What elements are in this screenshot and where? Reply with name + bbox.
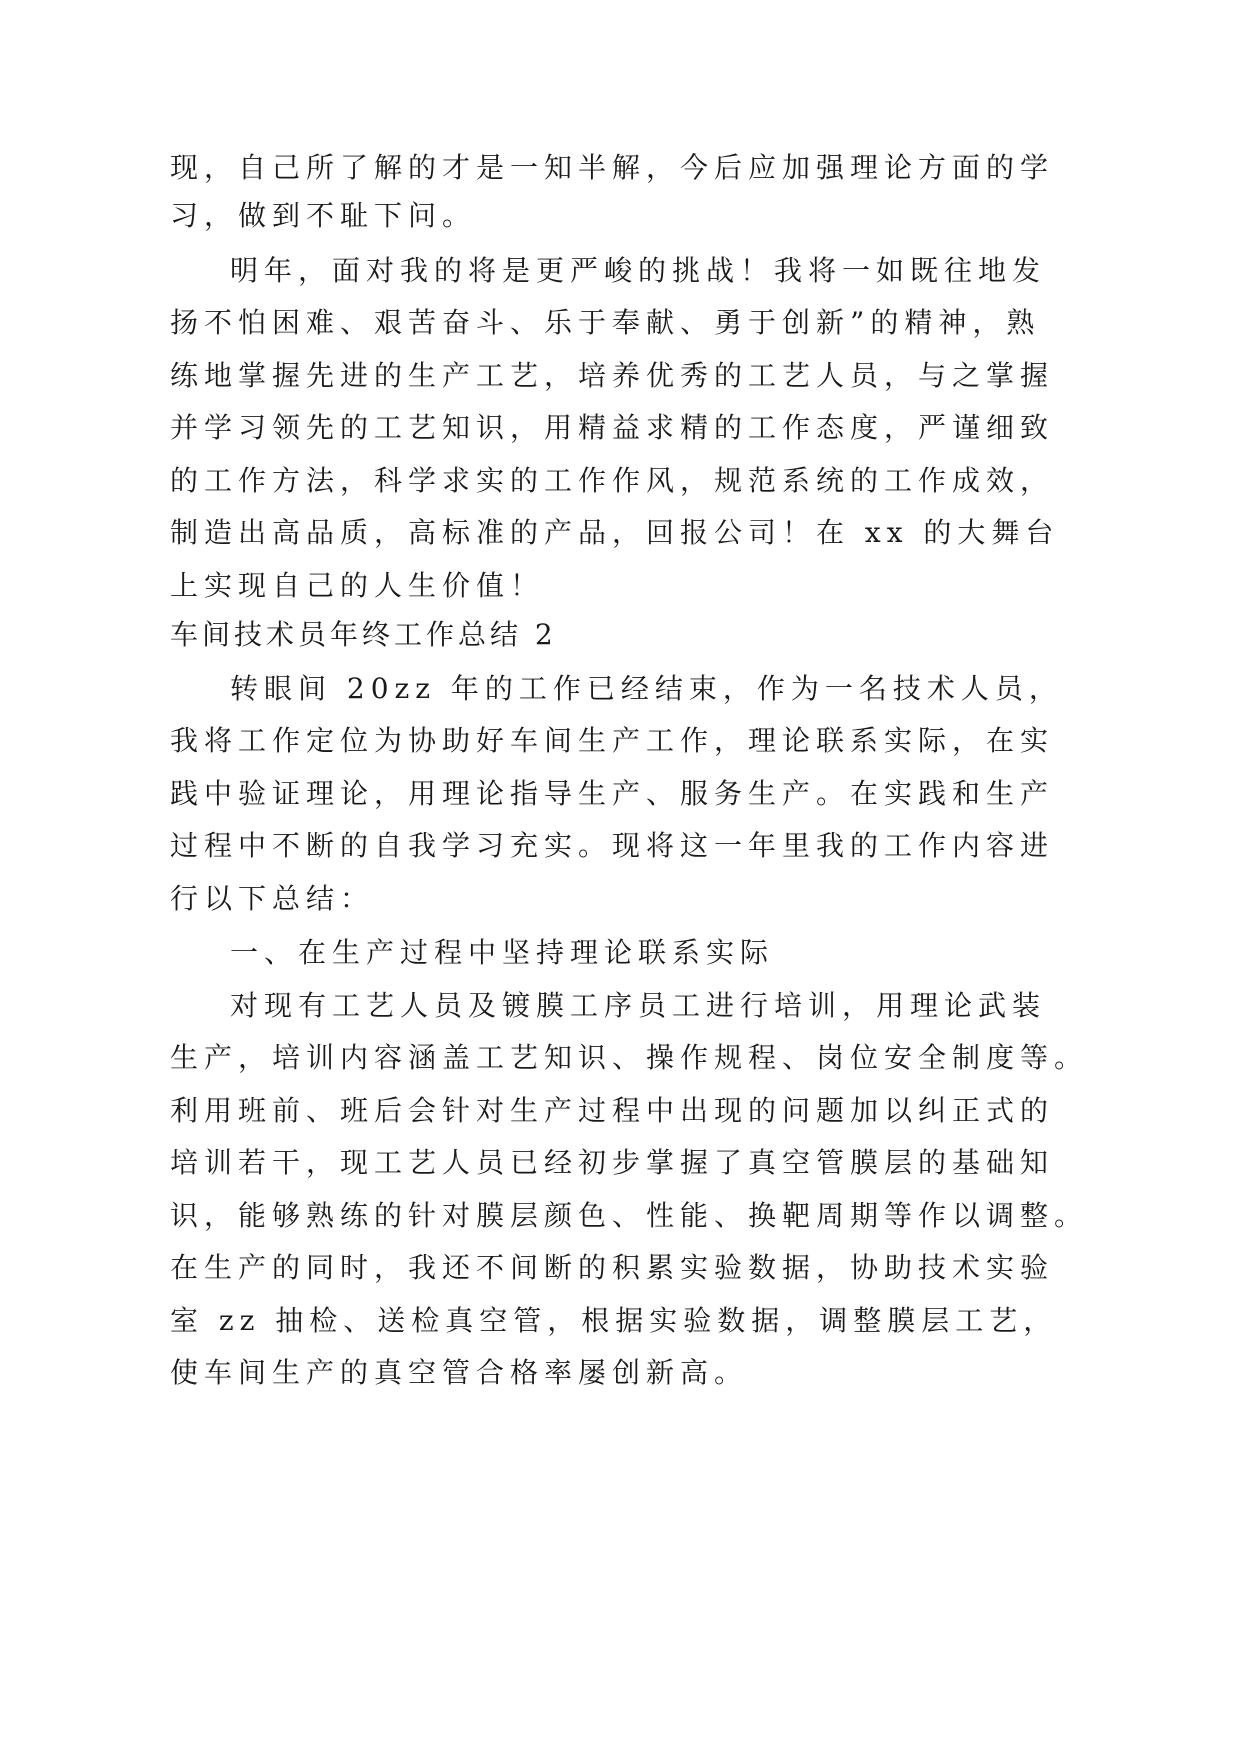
- text-line: 并学习领先的工艺知识，用精益求精的工作态度，严谨细致: [170, 411, 1055, 444]
- text-line: 扬不怕困难、艰苦奋斗、乐于奉献、勇于创新”的精神，熟: [170, 306, 1041, 339]
- text-line: 我将工作定位为协助好车间生产工作，理论联系实际，在实: [170, 724, 1055, 757]
- text-line: 制造出高品质，高标准的产品，回报公司！在 xx 的大舞台: [170, 516, 1060, 549]
- text-line: 现，自己所了解的才是一知半解，今后应加强理论方面的学: [170, 151, 1055, 184]
- text-line: 习，做到不耻下问。: [170, 199, 477, 232]
- paragraph-start-line: 对现有工艺人员及镀膜工序员工进行培训，用理论武装: [230, 989, 1047, 1022]
- text-line: 生产，培训内容涵盖工艺知识、操作规程、岗位安全制度等。: [170, 1041, 1089, 1074]
- text-line: 行以下总结：: [170, 882, 375, 915]
- section-title: 车间技术员年终工作总结 2: [170, 618, 557, 651]
- text-line: 室 zz 抽检、送检真空管，根据实验数据，调整膜层工艺，: [170, 1304, 1058, 1337]
- paragraph-start-line: 明年，面对我的将是更严峻的挑战！我将一如既往地发: [230, 254, 1047, 287]
- text-line: 的工作方法，科学求实的工作作风，规范系统的工作成效，: [170, 464, 1055, 497]
- subsection-heading: 一、在生产过程中坚持理论联系实际: [230, 936, 775, 969]
- text-line: 使车间生产的真空管合格率屡创新高。: [170, 1356, 749, 1389]
- text-line: 练地掌握先进的生产工艺，培养优秀的工艺人员，与之掌握: [170, 359, 1055, 392]
- text-line: 上实现自己的人生价值！: [170, 569, 545, 602]
- text-line: 践中验证理论，用理论指导生产、服务生产。在实践和生产: [170, 777, 1055, 810]
- paragraph-start-line: 转眼间 20zz 年的工作已经结束，作为一名技术人员，: [230, 672, 1063, 705]
- text-line: 利用班前、班后会针对生产过程中出现的问题加以纠正式的: [170, 1094, 1055, 1127]
- text-line: 识，能够熟练的针对膜层颜色、性能、换靶周期等作以调整。: [170, 1199, 1089, 1232]
- text-line: 在生产的同时，我还不间断的积累实验数据，协助技术实验: [170, 1251, 1055, 1284]
- text-line: 过程中不断的自我学习充实。现将这一年里我的工作内容进: [170, 829, 1055, 862]
- text-line: 培训若干，现工艺人员已经初步掌握了真空管膜层的基础知: [170, 1146, 1055, 1179]
